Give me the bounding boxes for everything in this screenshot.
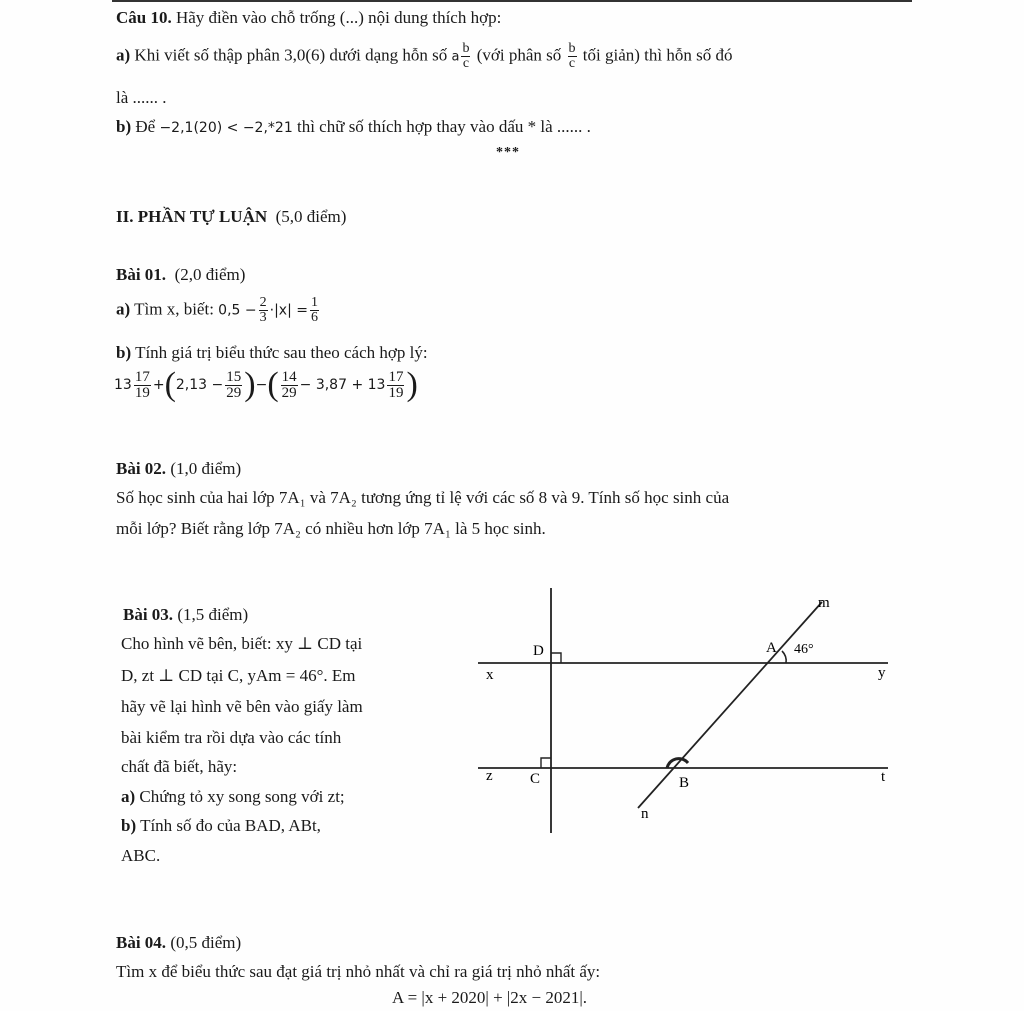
bai03-line-4: chất đã biết, hãy:: [121, 757, 238, 776]
bai03-title: Bài 03. (1,5 điểm): [123, 605, 249, 624]
bai02-title: Bài 02. (1,0 điểm): [116, 459, 242, 478]
bai03-line-1: D, zt ⊥ CD tại C, yAm = 46°. Em: [121, 666, 356, 685]
fraction-14-29: $\frac{14}{29}$: [281, 368, 297, 401]
line-mn: [638, 602, 822, 808]
bai03-line-2: hãy vẽ lại hình vẽ bên vào giấy làm: [121, 697, 363, 716]
bai01-expression: 13 $\frac{17}{19}$ +(2,13 − $\frac{15}{29}$ )−( $\frac{14}{29}$ − 3,87 + 13 $\frac{17}{19}$ ): [114, 366, 418, 403]
label-angle: 46°: [794, 642, 814, 657]
right-angle-d: [551, 653, 561, 663]
label-m: m: [818, 595, 830, 611]
fraction-17-19-2: $\frac{17}{19}$: [388, 368, 404, 401]
label-d: D: [533, 643, 544, 659]
bai01-a: a) Tìm x, biết: 0,5 − $\frac{2}{3}$ ·|x| = $\frac{1}{6}$: [116, 295, 318, 325]
part2-heading: II. PHẦN TỰ LUẬN (5,0 điểm): [116, 207, 347, 226]
bai03-question-b: b) Tính số đo của BAD, ABt,: [121, 816, 321, 835]
label-c: C: [530, 771, 541, 787]
bai03-question-a: a) Chứng tỏ xy song song với zt;: [121, 787, 345, 806]
bai03-question-b2: ABC.: [121, 846, 161, 865]
geometry-figure: [470, 580, 910, 850]
separator-stars: ***: [496, 145, 520, 160]
label-a: A: [766, 640, 777, 656]
cau10-b: b) Để −2,1(20) < −2,*21 thì chữ số thích hợp thay vào dấu * là ...... .: [116, 117, 591, 136]
cau10-a-cont: là ...... .: [116, 88, 167, 107]
label-n: n: [641, 806, 649, 822]
bai03-line-3: bài kiểm tra rồi dựa vào các tính: [121, 728, 342, 747]
fraction-15-29: $\frac{15}{29}$: [226, 368, 242, 401]
bai03-line-0: Cho hình vẽ bên, biết: xy ⊥ CD tại: [121, 634, 363, 653]
right-angle-c: [541, 758, 551, 768]
top-border-line: [112, 0, 912, 2]
bai02-line2: mỗi lớp? Biết rằng lớp 7A₂ có nhiều hơn lớp 7A₁ là 5 học sinh.: [116, 519, 546, 538]
bai04-text: Tìm x để biểu thức sau đạt giá trị nhỏ nhất và chỉ ra giá trị nhỏ nhất ấy:: [116, 962, 601, 981]
label-z: z: [486, 768, 493, 784]
cau10-a: a) Khi viết số thập phân 3,0(6) dưới dạng hỗn số a $\frac{b}{c}$ (với phân số $\frac{b}{c}$ tối giản) thì hỗn số đó: [116, 41, 733, 71]
bai01-b: b) Tính giá trị biểu thức sau theo cách hợp lý:: [116, 343, 428, 362]
fraction-17-19: $\frac{17}{19}$: [134, 368, 150, 401]
cau10-intro: Câu 10. Hãy điền vào chỗ trống (...) nội dung thích hợp:: [116, 8, 502, 27]
label-b: B: [679, 775, 690, 791]
bai04-title: Bài 04. (0,5 điểm): [116, 933, 242, 952]
fraction-2-3: $\frac{2}{3}$: [259, 295, 267, 325]
label-y: y: [878, 665, 886, 681]
fraction-1-6: $\frac{1}{6}$: [310, 295, 318, 325]
angle-arc-a: [782, 651, 786, 663]
fraction-b-c: $\frac{b}{c}$: [462, 41, 470, 71]
bai01-title: Bài 01. (2,0 điểm): [116, 265, 246, 284]
bai02-line1: Số học sinh của hai lớp 7A₁ và 7A₂ tương ứng tỉ lệ với các số 8 và 9. Tính số học sinh của: [116, 488, 730, 507]
label-t: t: [881, 769, 886, 785]
fraction-b-c-2: $\frac{b}{c}$: [568, 41, 576, 71]
label-x: x: [486, 667, 494, 683]
bai04-expression: A = |x + 2020| + |2x − 2021|.: [392, 988, 588, 1007]
